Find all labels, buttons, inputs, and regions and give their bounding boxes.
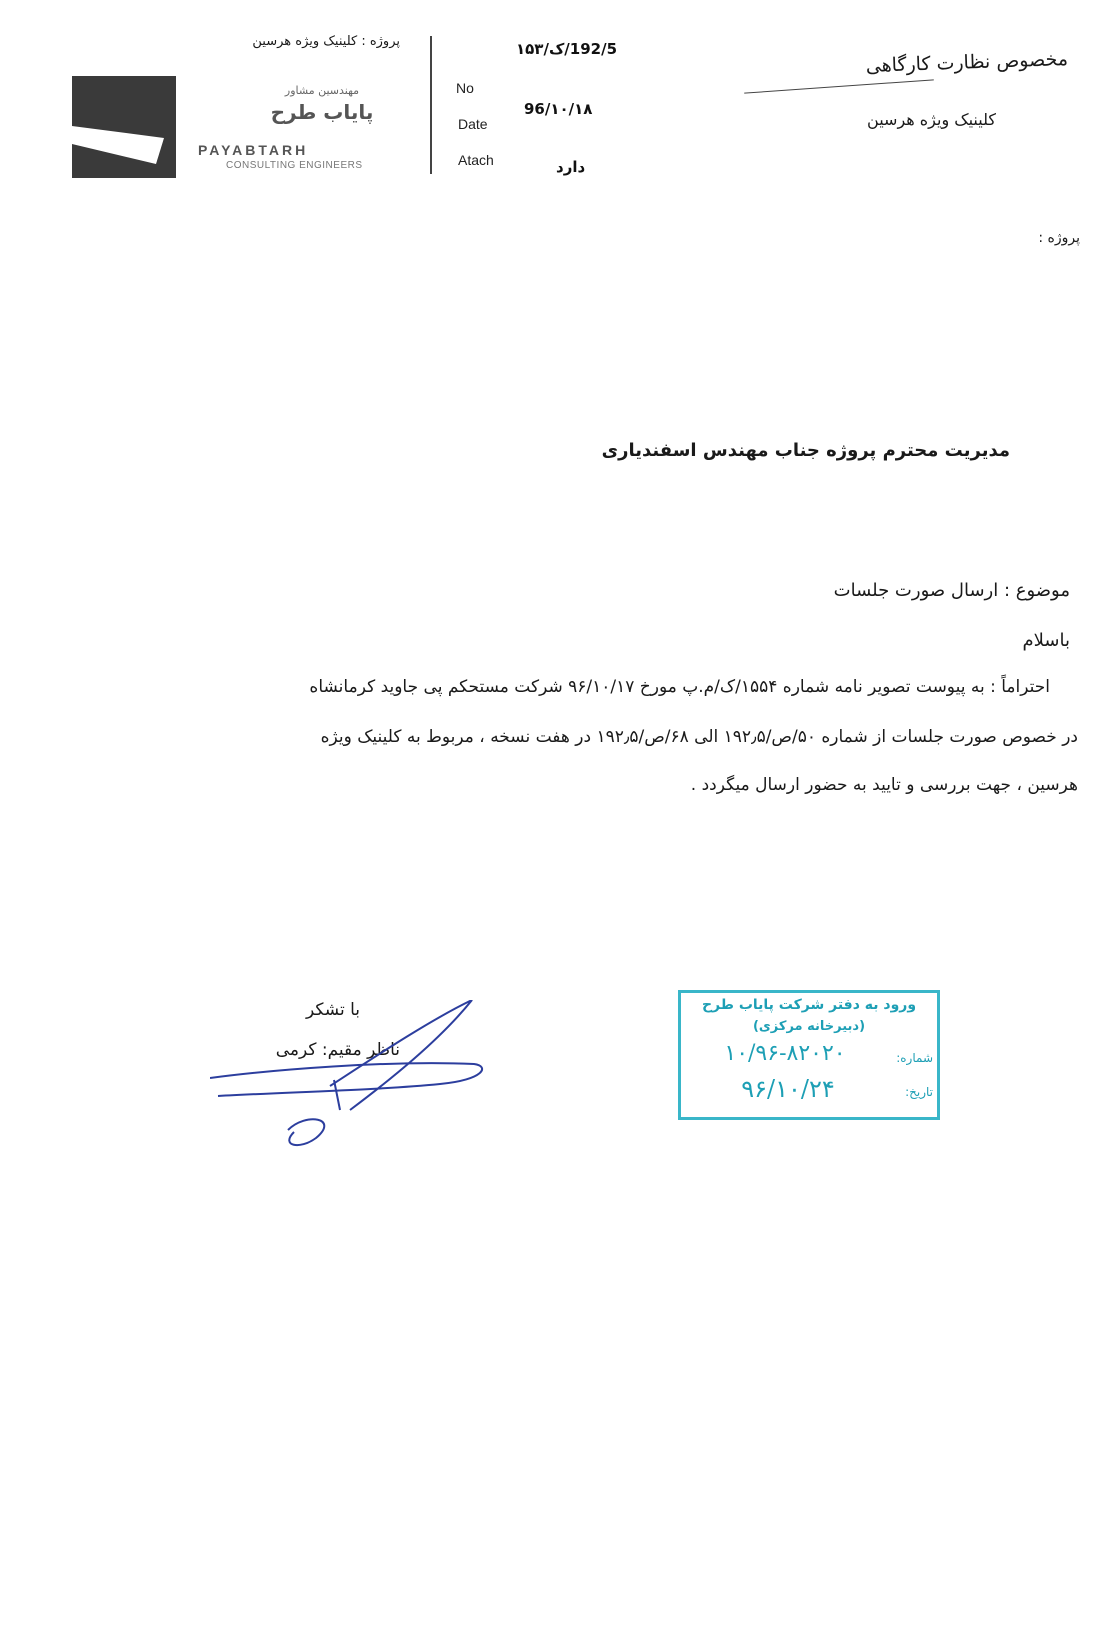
subject: موضوع : ارسال صورت جلسات <box>833 580 1070 601</box>
no-label: No <box>456 80 474 96</box>
project-line: پروژه : کلینیک ویژه هرسین <box>252 34 400 49</box>
date-value: 96/۱۰/۱۸ <box>524 100 593 118</box>
signature-scribble <box>210 1000 510 1160</box>
body-line-1: احتراماً : به پیوست تصویر نامه شماره ۱۵۵۴/ک/م.پ مورخ ۹۶/۱۰/۱۷ شرکت مستحکم پی جاوید کرمانشاه <box>309 677 1050 697</box>
stamp-title: ورود به دفتر شرکت پایاب طرح <box>701 997 917 1013</box>
clinic-name: کلینیک ویژه هرسین <box>867 110 996 129</box>
receipt-stamp <box>678 990 940 1120</box>
project-label: پروژه : <box>1038 230 1080 246</box>
logo-consulting-fa: مهندسین مشاور <box>284 84 360 97</box>
logo-tagline-en: CONSULTING ENGINEERS <box>226 160 363 171</box>
stamp-date-label: تاریخ: <box>905 1085 933 1099</box>
attach-value: دارد <box>556 158 586 176</box>
handwritten-underline <box>744 79 934 93</box>
addressee: مدیریت محترم پروژه جناب مهندس اسفندیاری <box>601 440 1010 461</box>
attach-label: Atach <box>458 152 494 168</box>
stamp-number-label: شماره: <box>896 1051 933 1065</box>
stamp-date-value: ۹۶/۱۰/۲۴ <box>741 1075 835 1103</box>
no-value: 192/5/ک/۱۵۳ <box>516 40 618 58</box>
logo-brand-en: PAYABTARH <box>198 142 309 158</box>
greeting: باسلام <box>1022 630 1070 651</box>
body-line-2: در خصوص صورت جلسات از شماره ۵۰/ص/۱۹۲٫۵ الی ۶۸/ص/۱۹۲٫۵ در هفت نسخه ، مربوط به کلینیک ویژه <box>320 727 1078 747</box>
logo-brand-fa: پایاب طرح <box>270 100 374 124</box>
body-line-3: هرسین ، جهت بررسی و تایید به حضور ارسال میگردد . <box>690 775 1078 795</box>
closing-thanks: با تشکر <box>306 1000 360 1020</box>
stamp-number-value: ۱۰/۹۶-۸۲۰۲۰ <box>724 1041 846 1066</box>
stamp-subtitle: (دبیرخانه مرکزی) <box>752 1019 866 1034</box>
handwritten-note: مخصوص نظارت کارگاهی <box>865 47 1069 78</box>
date-label: Date <box>458 116 488 132</box>
company-logo-icon <box>72 76 176 178</box>
signer-name: ناظر مقیم: کرمی <box>275 1040 400 1060</box>
header-divider <box>430 36 432 174</box>
